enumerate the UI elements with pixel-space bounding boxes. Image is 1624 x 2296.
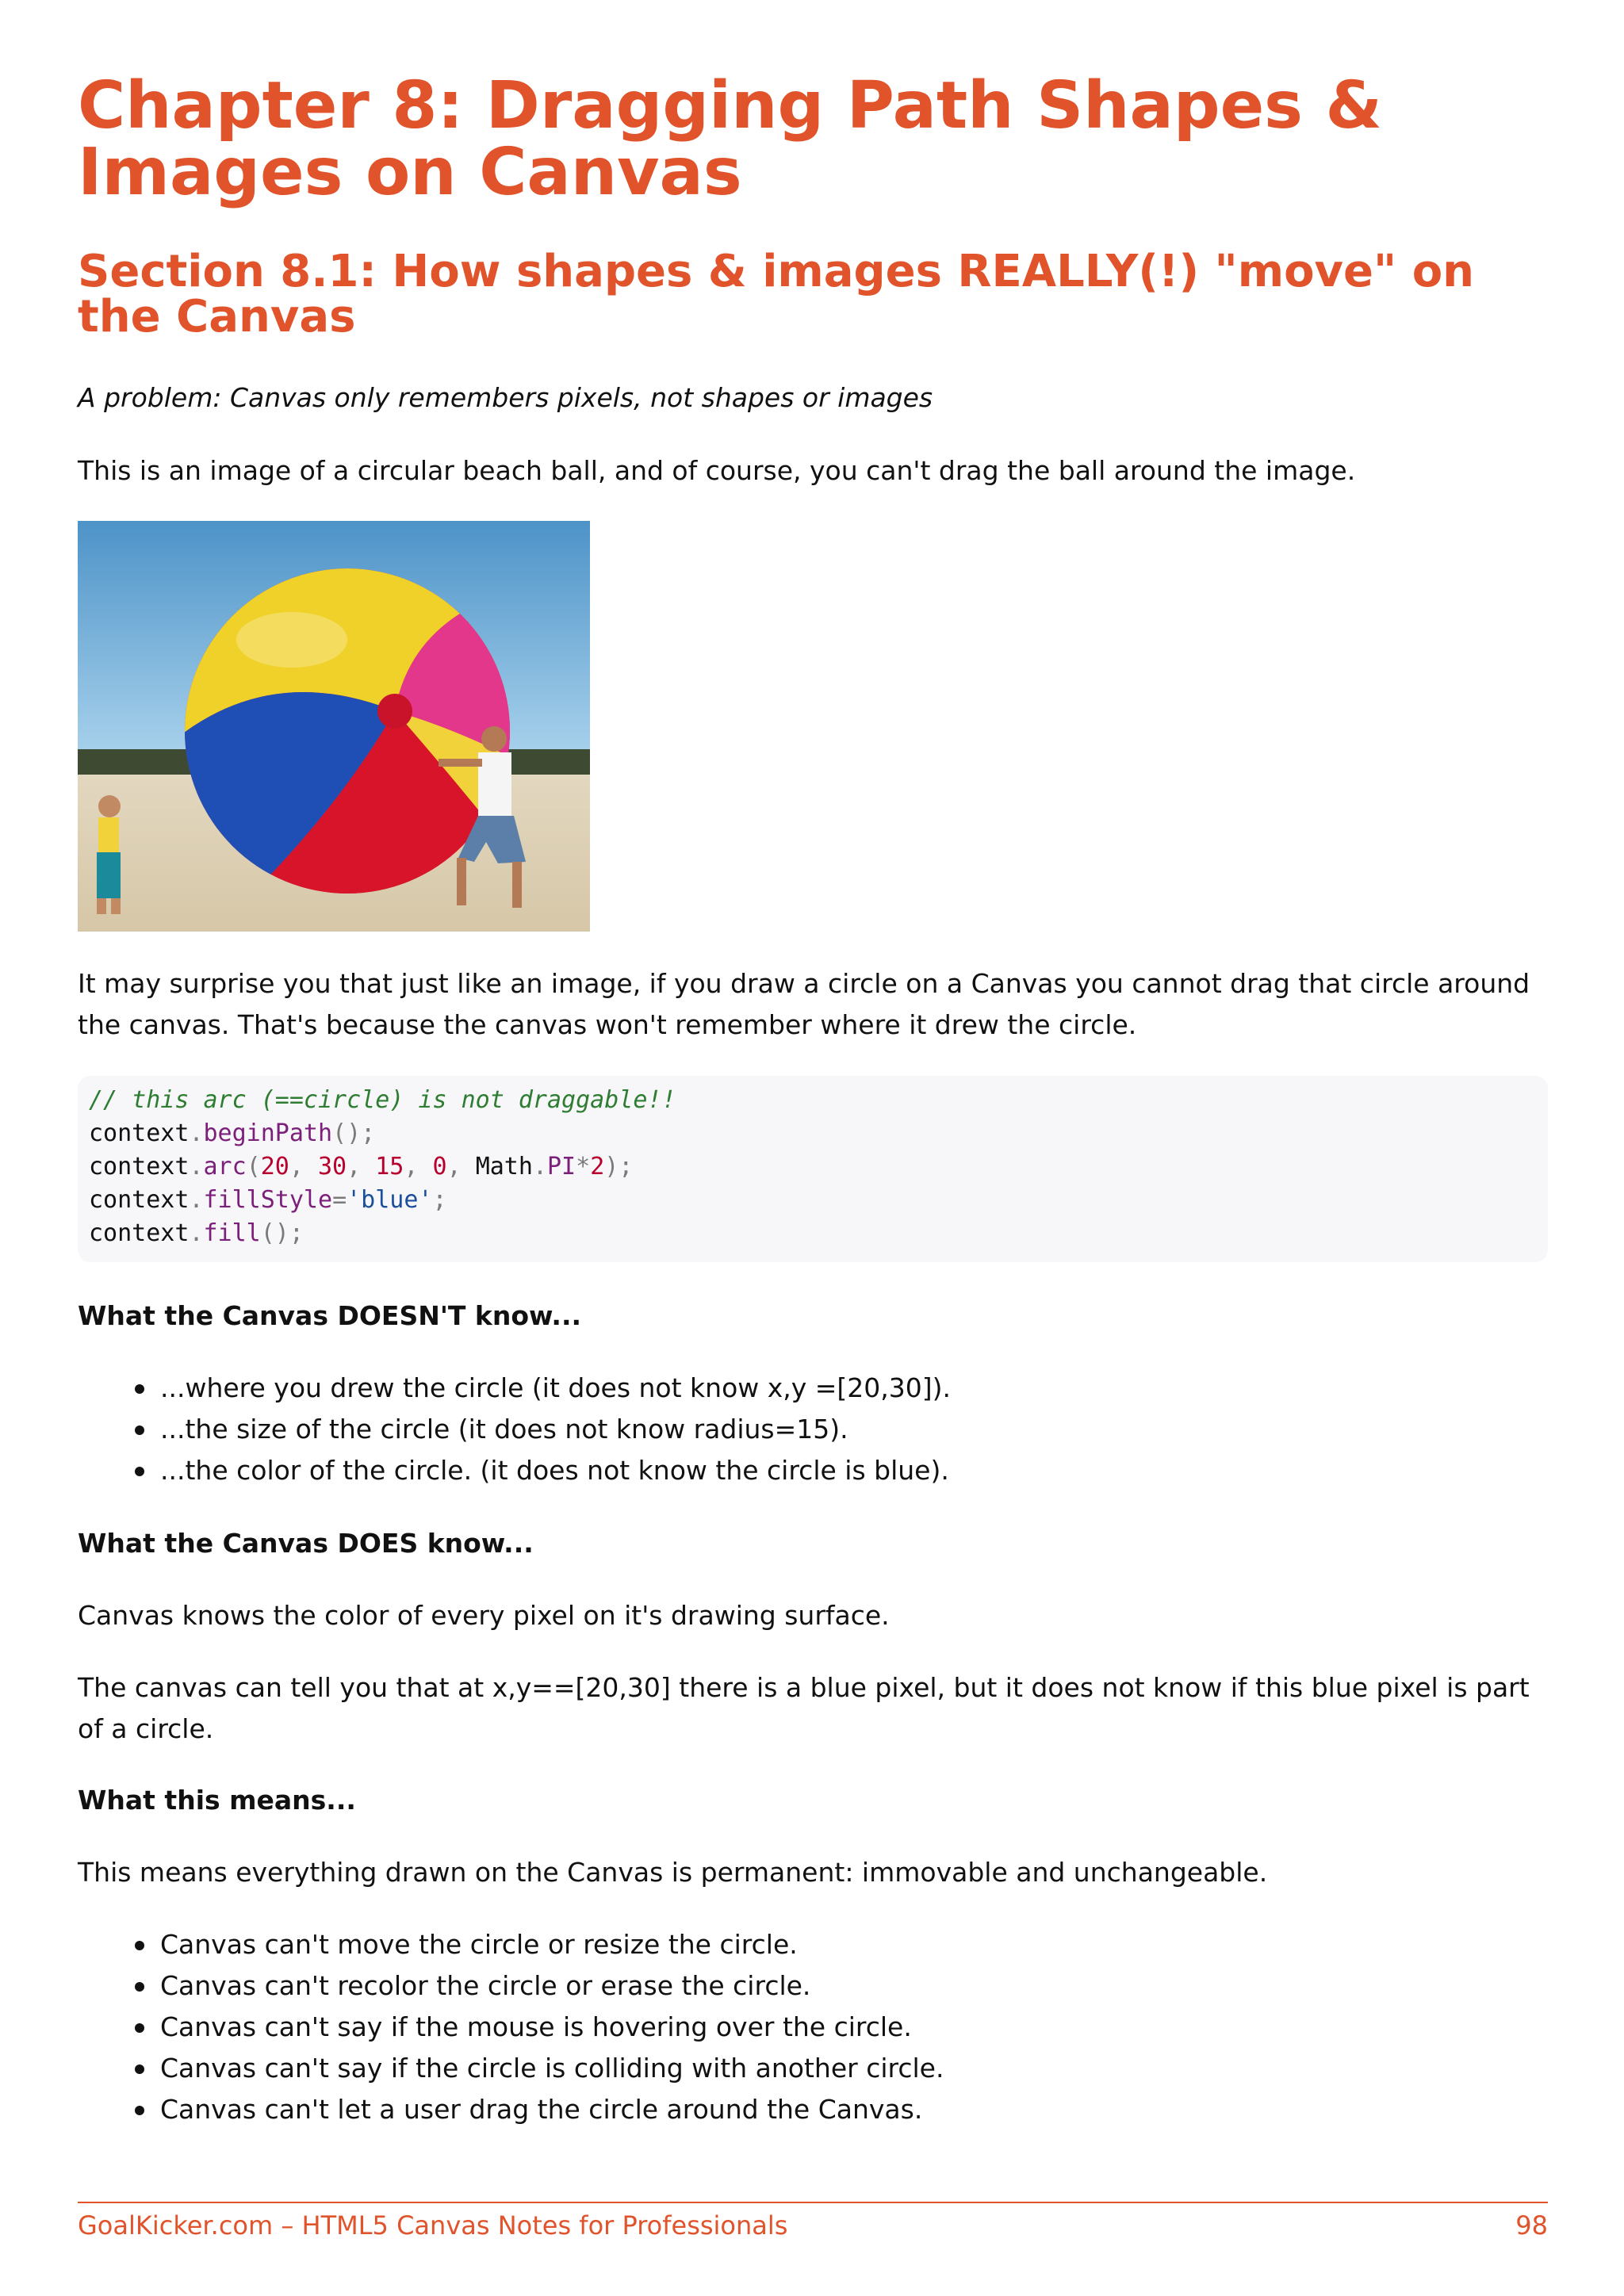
beach-ball-image (78, 521, 590, 932)
paragraph-pixel-color: Canvas knows the color of every pixel on it's drawing surface. (78, 1600, 890, 1631)
list-item: Canvas can't let a user drag the circle around the Canvas. (78, 2089, 1548, 2130)
code-number: 15 (375, 1153, 404, 1181)
code-constant: PI (547, 1153, 576, 1181)
footer-source: GoalKicker.com – HTML5 Canvas Notes for Professionals (78, 2210, 788, 2241)
code-line-3: context.arc(20, 30, 15, 0, Math.PI*2); (89, 1153, 634, 1181)
paragraph-permanent: This means everything drawn on the Canvas is permanent: immovable and unchangeable. (78, 1857, 1268, 1888)
list-item: ...the color of the circle. (it does not know the circle is blue). (78, 1450, 1548, 1491)
code-number: 20 (260, 1153, 289, 1181)
list-item: Canvas can't say if the circle is colliding with another circle. (78, 2048, 1548, 2089)
paragraph-blue-pixel: The canvas can tell you that at x,y==[20,30] there is a blue pixel, but it does not know if this blue pixel is part of a circle. (78, 1672, 1530, 1744)
heading-what-this-means: What this means... (78, 1785, 356, 1816)
intro-italic: A problem: Canvas only remembers pixels, not shapes or images (78, 382, 933, 413)
list-item: Canvas can't move the circle or resize the circle. (78, 1924, 1548, 1965)
footer-divider (78, 2202, 1548, 2203)
paragraph-beach-ball: This is an image of a circular beach ball, and of course, you can't drag the ball around the image. (78, 455, 1356, 486)
code-number: 30 (318, 1153, 347, 1181)
chapter-title: Chapter 8: Dragging Path Shapes & Images on Canvas (78, 68, 1383, 210)
code-method: beginPath (203, 1119, 333, 1147)
code-string: 'blue' (347, 1186, 433, 1214)
code-object: context (89, 1219, 190, 1247)
heading-does-know: What the Canvas DOES know... (78, 1528, 534, 1559)
means-list (78, 1924, 1548, 2130)
doesnt-know-list (78, 1368, 1548, 1491)
page-number: 98 (1515, 2210, 1548, 2241)
code-line-2: context.beginPath(); (89, 1119, 376, 1147)
code-object: context (89, 1153, 190, 1181)
code-comment: // this arc (==circle) is not draggable!! (89, 1086, 676, 1114)
paragraph-circle-drag: It may surprise you that just like an image, if you draw a circle on a Canvas you cannot drag that circle around the canvas. That's because the canvas won't remember where it drew the circle. (78, 968, 1530, 1040)
code-method: arc (203, 1153, 247, 1181)
code-line-4: context.fillStyle='blue'; (89, 1186, 447, 1214)
list-item: ...where you drew the circle (it does not know x,y =[20,30]). (78, 1368, 1548, 1409)
section-title: Section 8.1: How shapes & images REALLY(!) "move" on the Canvas (78, 246, 1475, 342)
code-method: fill (203, 1219, 261, 1247)
list-item: ...the size of the circle (it does not know radius=15). (78, 1409, 1548, 1450)
code-line-5: context.fill(); (89, 1219, 304, 1247)
code-object: context (89, 1186, 190, 1214)
code-block (78, 1076, 1548, 1262)
code-property: fillStyle (203, 1186, 333, 1214)
heading-doesnt-know: What the Canvas DOESN'T know... (78, 1300, 582, 1331)
code-number: 2 (590, 1153, 605, 1181)
list-item: Canvas can't recolor the circle or erase the circle. (78, 1965, 1548, 2007)
code-number: 0 (432, 1153, 447, 1181)
code-line-1 (89, 1084, 676, 1117)
code-object: Math (475, 1153, 533, 1181)
code-object: context (89, 1119, 190, 1147)
list-item: Canvas can't say if the mouse is hovering over the circle. (78, 2007, 1548, 2048)
